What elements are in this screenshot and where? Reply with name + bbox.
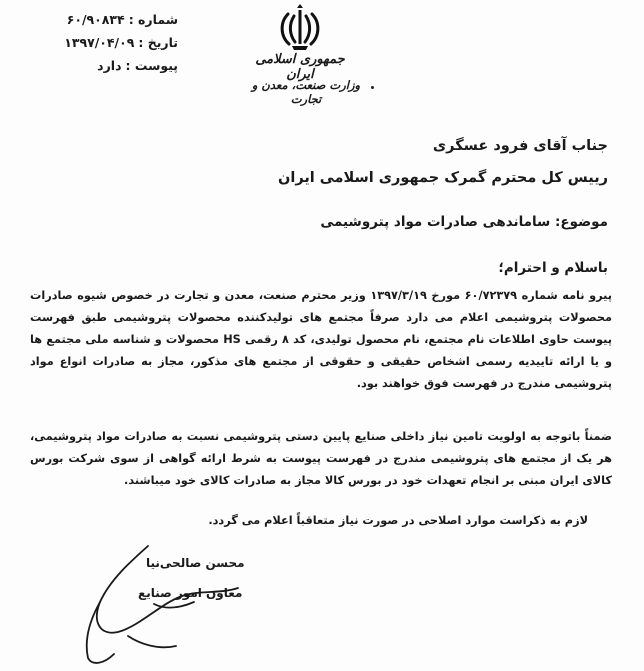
- paragraph-1: پیرو نامه شماره ۶۰/۷۲۳۷۹ مورخ ۱۳۹۷/۳/۱۹ وزیر محترم صنعت، معدن و تجارت در خصوص شیوه صادرات محصولات پتروشیمی اعلام می دارد صرفاً مجتمع های تولیدکننده محصولات پتروشیمی طبق فهرست پیوست حاوی اطلاعات نام مجتمع، نام محصول تولیدی، کد ۸ رقمی HS محصولات و شناسه ملی مجتمع ها و یا ارائه تاییدیه رسمی اشخاص حقیقی و حقوقی از مجتمع های مذکور، مجاز به صادرات انواع مواد پتروشیمی مندرج در فهرست فوق خواهند بود.: [30, 289, 612, 390]
- date-row: [28, 31, 178, 54]
- recipient-name: جناب آقای فرود عسگری: [432, 138, 608, 154]
- country-name: جمهوری اسلامی ایران: [255, 52, 345, 82]
- date-value: ۱۳۹۷/۰۴/۰۹: [64, 35, 135, 50]
- recipient-title: رییس کل محترم گمرک جمهوری اسلامی ایران: [277, 170, 608, 186]
- iran-emblem-icon: [276, 4, 324, 52]
- signer-name: محسن صالحی‌نیا: [146, 556, 245, 570]
- attachment-label: پیوست :: [125, 58, 178, 73]
- closing-line: لازم به ذکراست موارد اصلاحی در صورت نیاز متعاقباً اعلام می گردد.: [208, 514, 588, 527]
- ministry-name: وزارت صنعت، معدن و تجارت: [251, 78, 361, 106]
- number-value: ۶۰/۹۰۸۳۴: [66, 12, 125, 27]
- letterhead-meta: [28, 8, 178, 77]
- subject-line: موضوع: ساماندهی صادرات مواد پتروشیمی: [320, 214, 608, 230]
- paragraph-2: ضمناً باتوجه به اولویت تامین نیاز داخلی صنایع پایین دستی پتروشیمی نسبت به صادرات مواد پتروشیمی، هر یک از مجتمع های پتروشیمی مندرج در فهرست پیوست به شرط ارائه گواهی از سوی شرکت بورس کالای ایران مبنی بر انجام تعهدات خود در بورس کالا مجاز به صادرات کالای خود میباشند.: [30, 430, 612, 487]
- number-row: [28, 8, 178, 31]
- attachment-row: [28, 54, 178, 77]
- signer-title: معاون امور صنایع: [138, 586, 243, 600]
- date-label: تاریخ :: [138, 35, 178, 50]
- attachment-value: دارد: [97, 58, 122, 73]
- stray-mark: [371, 86, 374, 89]
- number-label: شماره :: [128, 12, 178, 27]
- greeting: باسلام و احترام؛: [498, 260, 608, 276]
